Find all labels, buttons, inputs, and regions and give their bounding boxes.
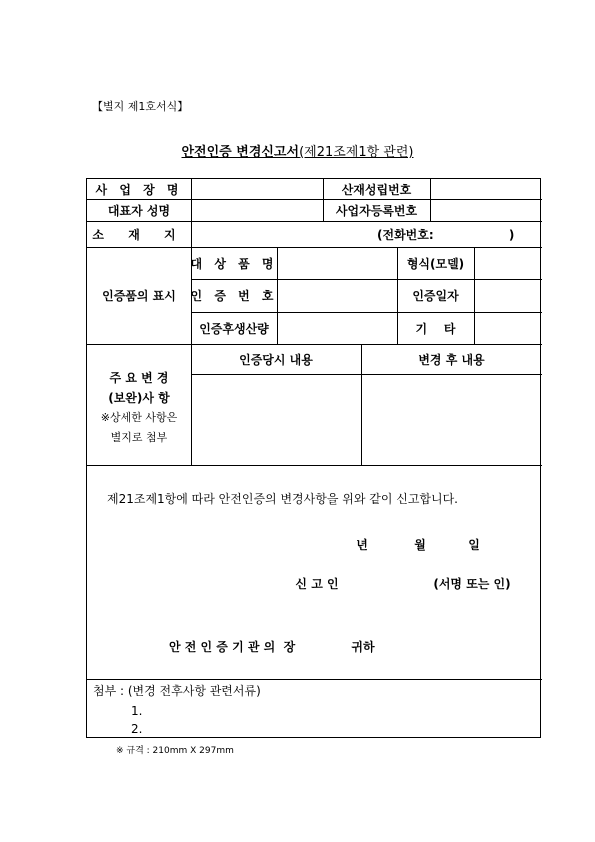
product-name-label: 대 상 품 명 bbox=[190, 256, 278, 271]
cert-no-label: 인 증 번 호 bbox=[190, 289, 278, 303]
form-title-sub: (제21조제1항 관련) bbox=[299, 145, 414, 160]
changes-label-line2: (보완)사 항 bbox=[108, 390, 170, 405]
attachment-item-2[interactable]: 2. bbox=[131, 722, 143, 736]
before-content-field[interactable] bbox=[191, 374, 361, 465]
model-field[interactable] bbox=[474, 247, 542, 279]
row-divider bbox=[87, 679, 542, 680]
changes-label-line1: 주 요 변 경 bbox=[109, 370, 169, 385]
attachment-item-1[interactable]: 1. bbox=[131, 704, 143, 718]
business-name-field[interactable] bbox=[191, 179, 323, 199]
model-label: 형식(모델) bbox=[406, 256, 465, 271]
changes-label bbox=[87, 344, 191, 465]
report-form-table bbox=[86, 178, 541, 738]
representative-label: 대표자 성명 bbox=[107, 203, 171, 218]
phone-label: (전화번호: ) bbox=[377, 227, 515, 242]
form-title bbox=[0, 141, 595, 160]
location-label: 소 재 지 bbox=[92, 227, 186, 242]
cert-no-field[interactable] bbox=[277, 279, 397, 312]
month-label: 월 bbox=[414, 537, 426, 552]
cert-mark-label: 인증품의 표시 bbox=[102, 289, 176, 303]
row-divider bbox=[87, 465, 542, 466]
changes-note-line1: ※상세한 사항은 bbox=[100, 410, 178, 424]
location-field[interactable] bbox=[191, 221, 361, 247]
etc-field[interactable] bbox=[474, 312, 542, 344]
before-content-header: 인증당시 내용 bbox=[239, 352, 313, 367]
cert-date-field[interactable] bbox=[474, 279, 542, 312]
after-content-field[interactable] bbox=[361, 374, 542, 465]
form-number-label: 【별지 제1호서식】 bbox=[92, 100, 189, 113]
representative-field[interactable] bbox=[191, 199, 323, 221]
addressee-label: 안 전 인 증 기 관 의 장 bbox=[169, 639, 296, 654]
product-name-field[interactable] bbox=[277, 247, 397, 279]
post-cert-qty-field[interactable] bbox=[277, 312, 397, 344]
business-name-label: 사 업 장 명 bbox=[95, 182, 183, 197]
business-reg-no-field[interactable] bbox=[430, 199, 542, 221]
cert-date-label: 인증일자 bbox=[412, 289, 459, 303]
day-label: 일 bbox=[468, 537, 480, 552]
accident-insurance-no-field[interactable] bbox=[430, 179, 542, 199]
business-reg-no-label: 사업자등록번호 bbox=[335, 203, 418, 218]
declaration-text: 제21조제1항에 따라 안전인증의 변경사항을 위와 같이 신고합니다. bbox=[107, 491, 458, 506]
reporter-label: 신 고 인 bbox=[295, 576, 339, 591]
attachments-label: 첨부 : (변경 전후사항 관련서류) bbox=[93, 683, 261, 698]
year-label: 년 bbox=[356, 537, 368, 552]
changes-note-line2: 별지로 첨부 bbox=[110, 430, 168, 444]
accident-insurance-no-label: 산재성립번호 bbox=[341, 182, 412, 197]
form-title-main: 안전인증 변경신고서 bbox=[181, 145, 300, 160]
signature-label: (서명 또는 인) bbox=[433, 576, 511, 591]
honorific-label: 귀하 bbox=[351, 639, 375, 654]
post-cert-qty-label: 인증후생산량 bbox=[199, 321, 269, 336]
after-content-header: 변경 후 내용 bbox=[418, 352, 485, 367]
etc-label: 기 타 bbox=[415, 321, 456, 336]
paper-size-footnote: ※ 규격 : 210mm X 297mm bbox=[116, 746, 234, 756]
